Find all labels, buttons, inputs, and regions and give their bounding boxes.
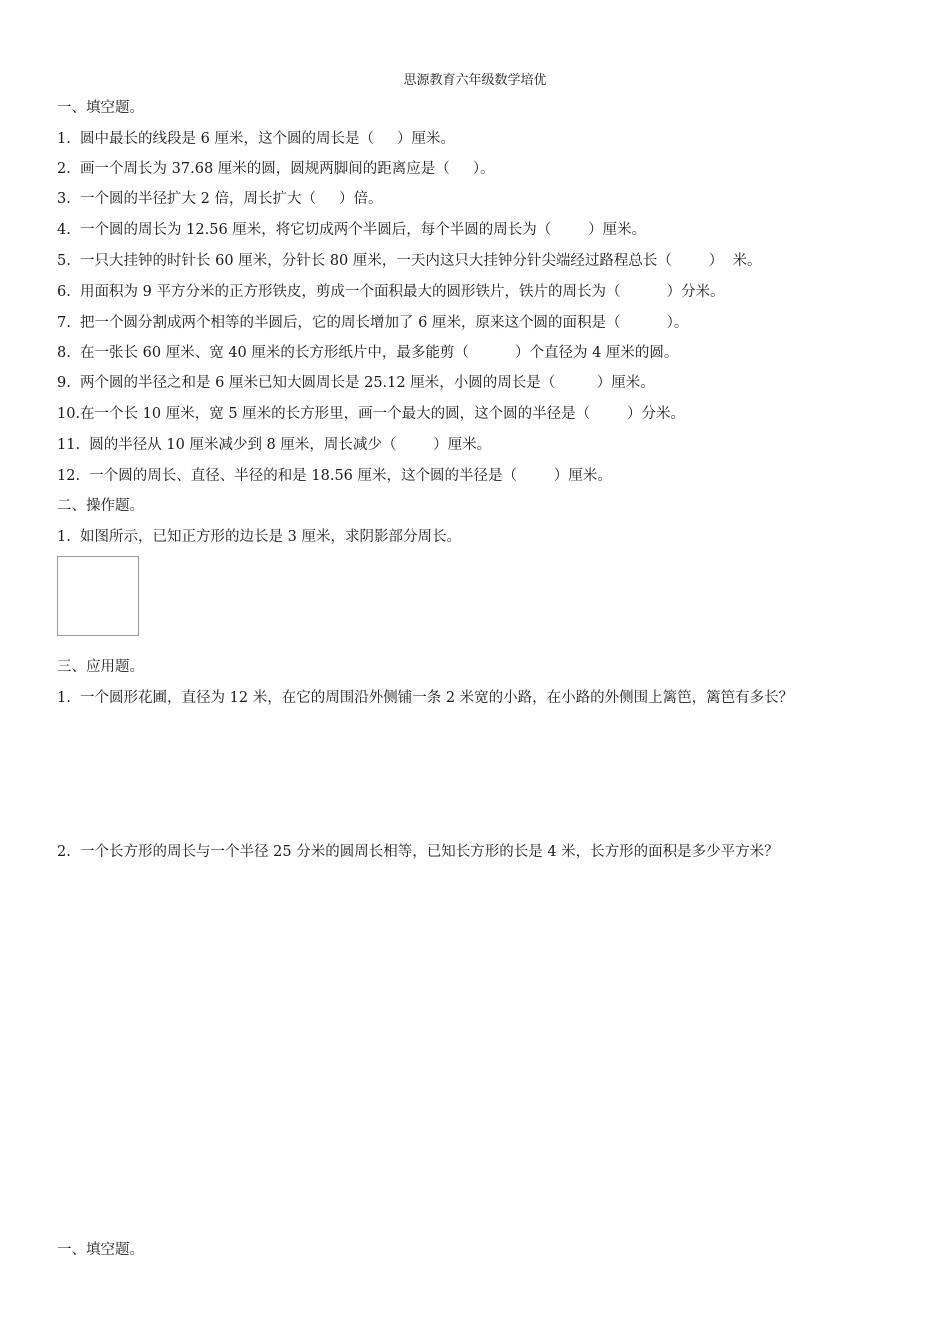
fill-question-7: 7. 把一个圆分割成两个相等的半圆后，它的周长增加了 6 厘米，原来这个圆的面积是（ ）。 [57,315,689,331]
fill-question-9: 9. 两个圆的半径之和是 6 厘米已知大圆周长是 25.12 厘米，小圆的周长是（ ）厘米。 [57,375,655,391]
fill-question-3: 3. 一个圆的半径扩大 2 倍，周长扩大（ ）倍。 [57,191,383,207]
fill-question-8: 8. 在一张长 60 厘米、宽 40 厘米的长方形纸片中，最多能剪（ ）个直径为 4 厘米的圆。 [57,345,679,361]
fill-question-1: 1. 圆中最长的线段是 6 厘米，这个圆的周长是（ ）厘米。 [57,131,456,147]
section-title-operation: 二、操作题。 [57,498,144,514]
section-title-fill: 一、填空题。 [57,100,144,116]
application-question-2: 2. 一个长方形的周长与一个半径 25 分米的圆周长相等，已知长方形的长是 4 米，长方形的面积是多少平方米？ [57,844,779,860]
fill-question-12: 12. 一个圆的周长、直径、半径的和是 18.56 厘米，这个圆的半径是（ ）厘米。 [57,468,612,484]
fill-question-11: 11. 圆的半径从 10 厘米减少到 8 厘米，周长减少（ ）厘米。 [57,437,492,453]
square-figure [57,556,139,636]
fill-question-10: 10.在一个长 10 厘米，宽 5 厘米的长方形里，画一个最大的圆，这个圆的半径是（ ）分米。 [57,406,686,422]
section-title-application: 三、应用题。 [57,659,144,675]
section-title-fill-repeat: 一、填空题。 [57,1242,144,1258]
fill-question-6: 6. 用面积为 9 平方分米的正方形铁皮，剪成一个面积最大的圆形铁片，铁片的周长为（ ）分米。 [57,284,725,300]
fill-question-2: 2. 画一个周长为 37.68 厘米的圆，圆规两脚间的距离应是（ ）。 [57,161,495,177]
page-title: 思源教育六年级数学培优 [403,73,547,88]
fill-question-4: 4. 一个圆的周长为 12.56 厘米，将它切成两个半圆后，每个半圆的周长为（ ）厘米。 [57,222,647,238]
fill-question-5: 5. 一只大挂钟的时针长 60 厘米，分针长 80 厘米，一天内这只大挂钟分针尖端经过路程总长（ ） 米。 [57,253,762,269]
operation-question-1: 1. 如图所示，已知正方形的边长是 3 厘米，求阴影部分周长。 [57,529,461,545]
application-question-1: 1. 一个圆形花圃，直径为 12 米，在它的周围沿外侧铺一条 2 米宽的小路，在小路的外侧围上篱笆，篱笆有多长？ [57,690,794,706]
